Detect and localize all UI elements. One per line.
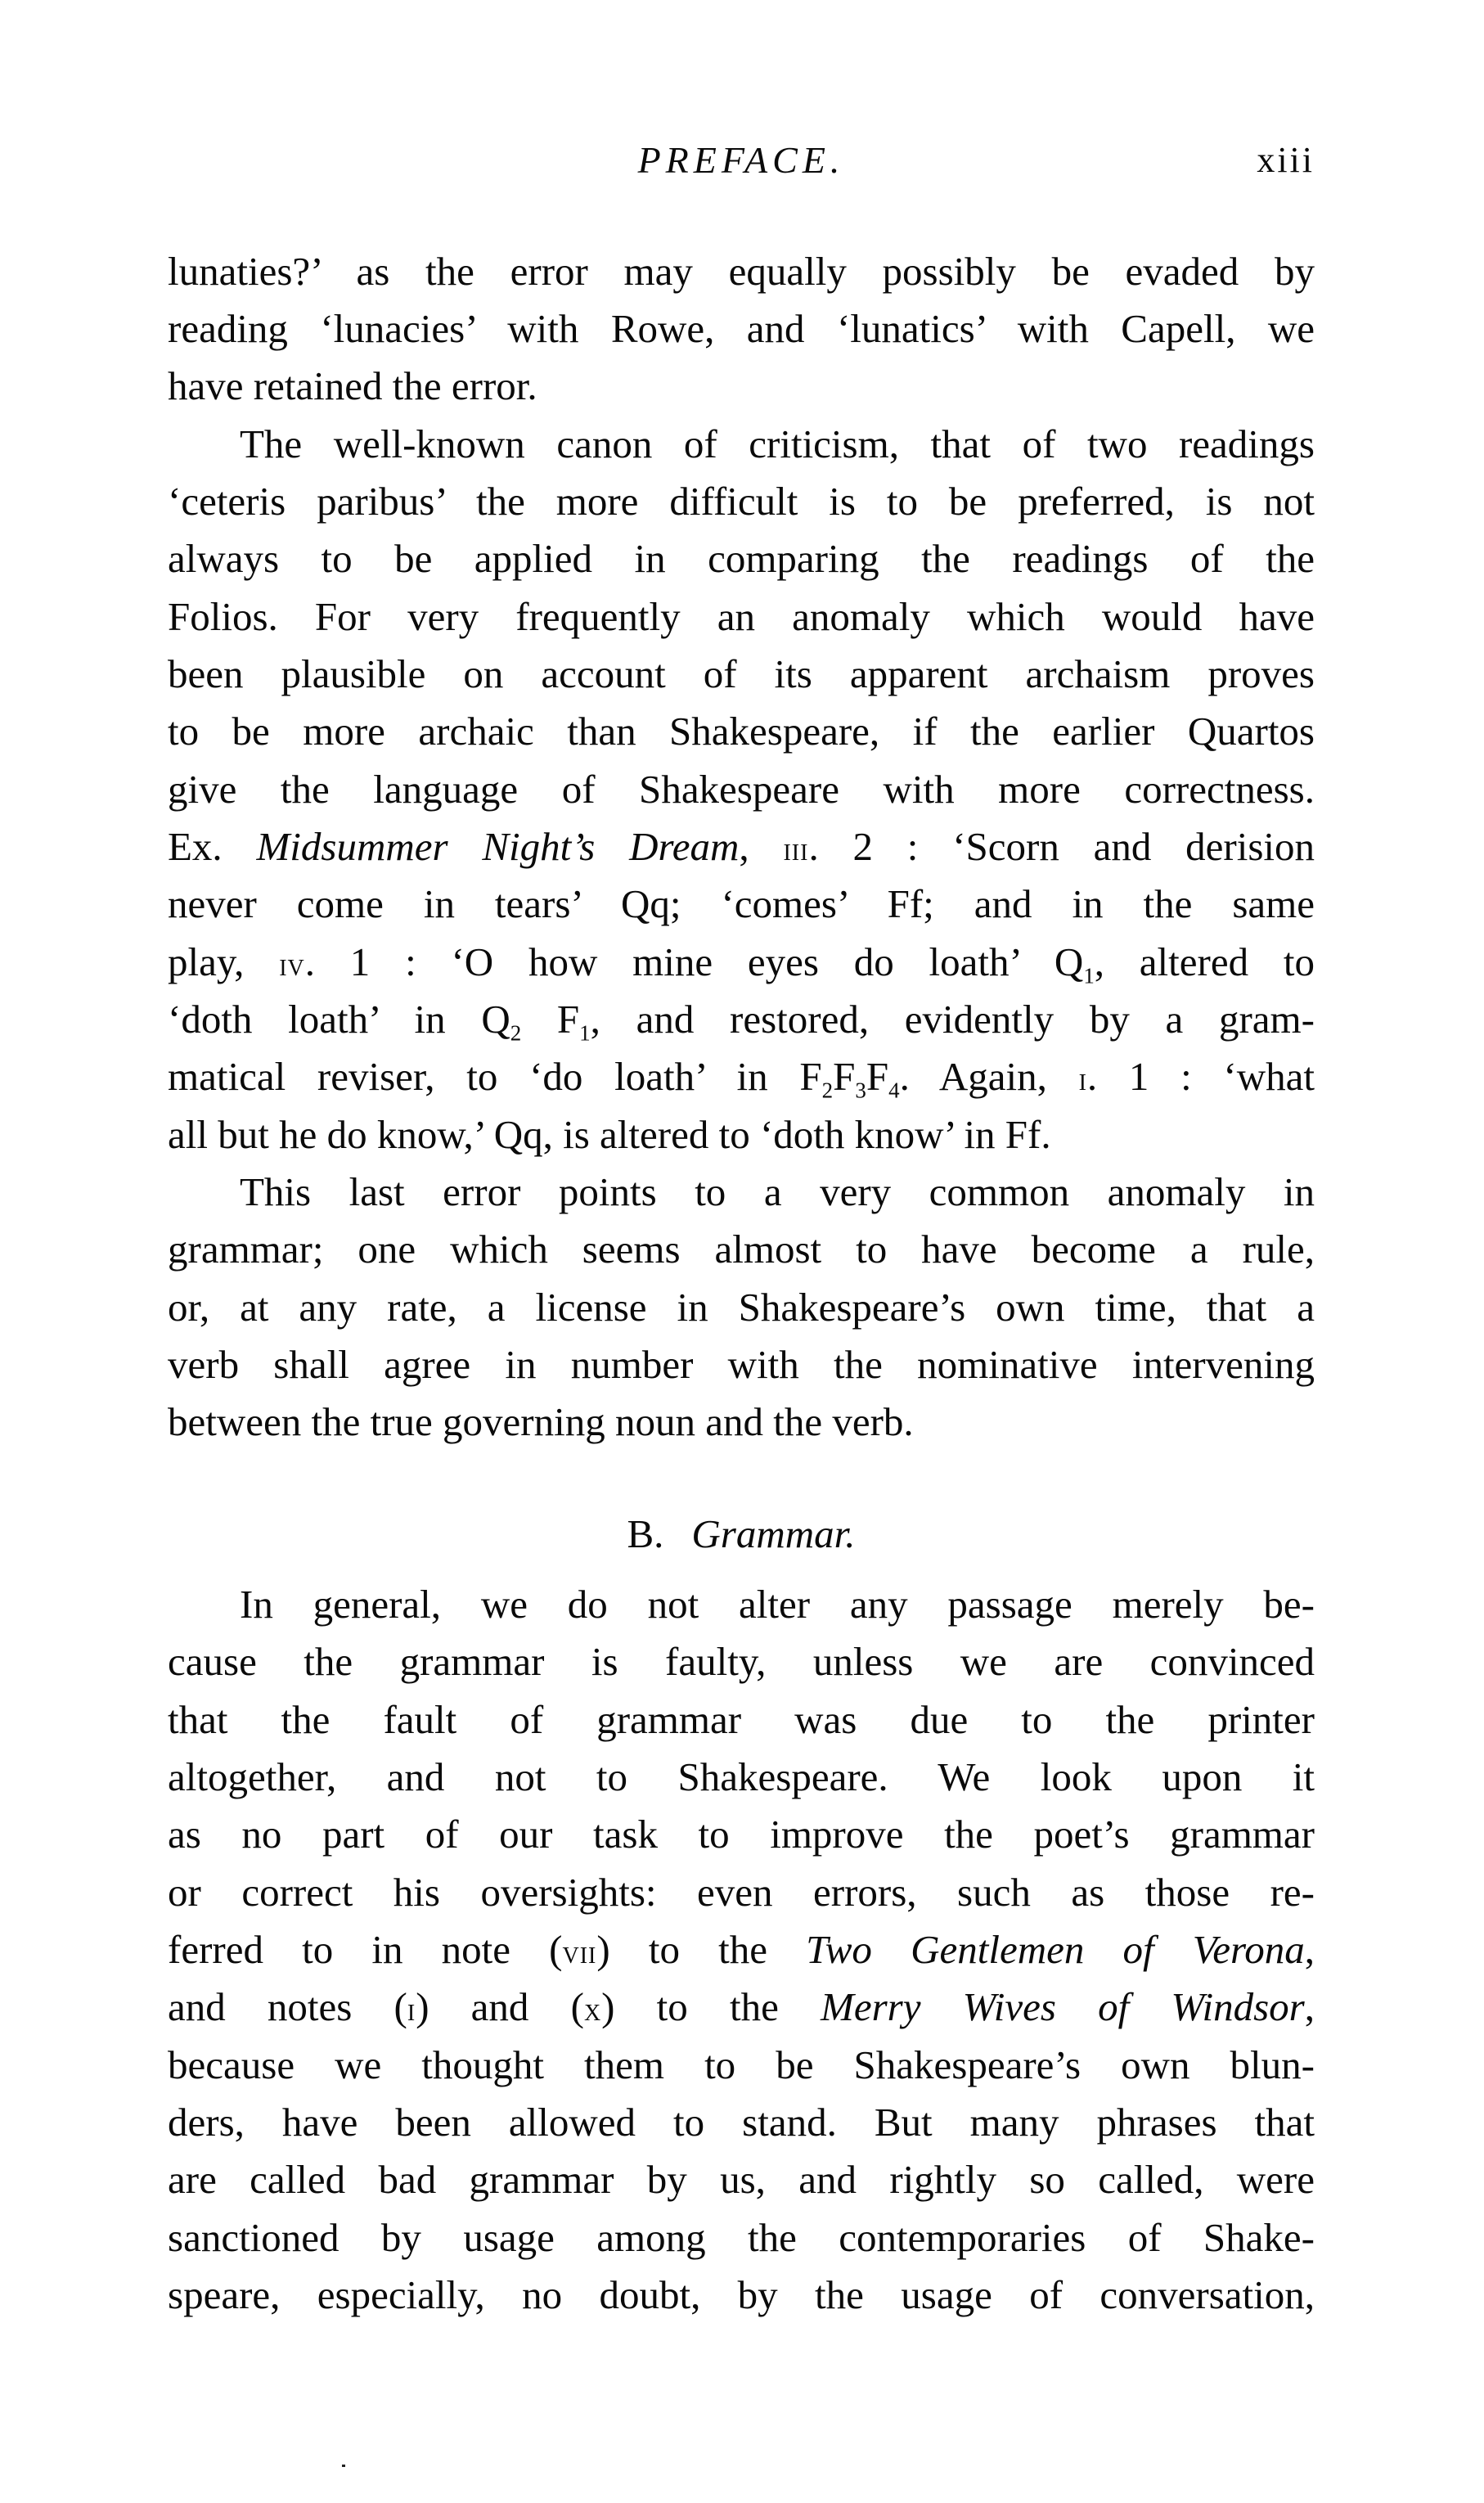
text-segment: or correct his oversights: even errors, such as those re- bbox=[168, 1870, 1315, 1915]
text-segment: . 1 : ‘what bbox=[1086, 1054, 1315, 1099]
text-line bbox=[168, 1279, 1315, 1336]
text-segment: , bbox=[1304, 1984, 1315, 2029]
text-segment: all but he do know,’ Qq, is altered to ‘doth know’ in Ff. bbox=[168, 1112, 1051, 1157]
text-segment: grammar; one which seems almost to have become a rule, bbox=[168, 1227, 1315, 1272]
text-segment: In general, we do not alter any passage merely be- bbox=[240, 1582, 1315, 1627]
text-line bbox=[168, 2094, 1315, 2151]
italic-title: Midsummer Night’s Dream bbox=[256, 824, 740, 869]
text-segment: sanctioned by usage among the contemporaries of Shake- bbox=[168, 2215, 1315, 2260]
text-line bbox=[168, 1336, 1315, 1393]
text-segment: been plausible on account of its apparent archaism proves bbox=[168, 651, 1315, 696]
text-segment: always to be applied in comparing the readings of the bbox=[168, 536, 1315, 581]
text-segment: , altered to bbox=[1094, 939, 1315, 984]
text-segment: ferred to in note ( bbox=[168, 1927, 563, 1972]
section-title: Grammar. bbox=[691, 1511, 856, 1556]
text-segment: This last error points to a very common anomaly in bbox=[240, 1169, 1315, 1214]
small-caps-ref: iii bbox=[783, 831, 809, 867]
text-segment: F bbox=[521, 997, 580, 1042]
text-segment: lunaties?’ as the error may equally possibly be evaded by bbox=[168, 249, 1315, 294]
text-line bbox=[168, 588, 1315, 646]
subscript: 1 bbox=[579, 1020, 591, 1046]
italic-title: Merry Wives of Windsor bbox=[821, 1984, 1305, 2029]
subscript: 3 bbox=[855, 1078, 866, 1103]
text-line bbox=[168, 1691, 1315, 1749]
text-line bbox=[168, 703, 1315, 760]
text-segment: speare, especially, no doubt, by the usage of conversation, bbox=[168, 2272, 1315, 2317]
text-segment: as no part of our task to improve the poet’s grammar bbox=[168, 1812, 1315, 1857]
text-segment: The well-known canon of criticism, that of two readings bbox=[240, 421, 1315, 466]
text-line bbox=[168, 991, 1315, 1048]
text-line bbox=[168, 1221, 1315, 1278]
text-segment: ) to the bbox=[601, 1984, 821, 2029]
text-line bbox=[168, 530, 1315, 587]
text-segment: , bbox=[739, 824, 784, 869]
text-segment: matical reviser, to ‘do loath’ in F bbox=[168, 1054, 822, 1099]
text-line bbox=[168, 1393, 1315, 1451]
subscript: 1 bbox=[1083, 963, 1095, 988]
text-segment: have retained the error. bbox=[168, 363, 537, 408]
text-line bbox=[168, 416, 1315, 473]
text-segment: , bbox=[1304, 1927, 1315, 1972]
text-segment: never come in tears’ Qq; ‘comes’ Ff; and in the same bbox=[168, 881, 1315, 926]
text-line bbox=[168, 1164, 1315, 1221]
text-segment: play, bbox=[168, 939, 280, 984]
text-segment: ) and ( bbox=[416, 1984, 584, 2029]
text-line bbox=[168, 1979, 1315, 2036]
section-heading bbox=[168, 1506, 1315, 1563]
small-caps-ref: i bbox=[1078, 1060, 1087, 1097]
text-segment: Folios. For very frequently an anomaly which would have bbox=[168, 594, 1315, 639]
text-segment: that the fault of grammar was due to the printer bbox=[168, 1697, 1315, 1742]
text-segment: between the true governing noun and the verb. bbox=[168, 1399, 914, 1444]
text-segment: ‘ceteris paribus’ the more difficult is to be preferred, is not bbox=[168, 479, 1315, 524]
text-segment: ‘doth loath’ in Q bbox=[168, 997, 510, 1042]
small-caps-ref: vii bbox=[562, 1934, 597, 1970]
text-line bbox=[168, 2151, 1315, 2208]
text-line bbox=[168, 2209, 1315, 2267]
text-segment: . 2 : ‘Scorn and derision bbox=[808, 824, 1315, 869]
text-segment: because we thought them to be Shakespeare’s own blun- bbox=[168, 2042, 1315, 2087]
text-segment: cause the grammar is faulty, unless we are convinced bbox=[168, 1639, 1315, 1684]
text-line bbox=[168, 473, 1315, 530]
text-line bbox=[168, 1106, 1315, 1164]
text-segment: ) to the bbox=[596, 1927, 807, 1972]
text-line bbox=[168, 1633, 1315, 1690]
text-segment: reading ‘lunacies’ with Rowe, and ‘lunatics’ with Capell, we bbox=[168, 306, 1315, 351]
text-line bbox=[168, 2267, 1315, 2324]
text-line bbox=[168, 243, 1315, 300]
text-segment: . Again, bbox=[899, 1054, 1079, 1099]
italic-title: Two Gentlemen of Verona bbox=[806, 1927, 1305, 1972]
scan-speck bbox=[342, 2465, 345, 2467]
text-segment: , and restored, evidently by a gram- bbox=[590, 997, 1315, 1042]
text-line bbox=[168, 1921, 1315, 1979]
page-number: xiii bbox=[1257, 140, 1315, 180]
text-segment: altogether, and not to Shakespeare. We look upon it bbox=[168, 1754, 1315, 1799]
text-segment: ders, have been allowed to stand. But many phrases that bbox=[168, 2100, 1315, 2145]
text-line bbox=[168, 646, 1315, 703]
text-line bbox=[168, 1576, 1315, 1633]
text-line bbox=[168, 934, 1315, 991]
text-line bbox=[168, 1749, 1315, 1806]
subscript: 2 bbox=[821, 1078, 834, 1103]
text-segment: Ex. bbox=[168, 824, 257, 869]
text-segment: are called bad grammar by us, and rightly so called, were bbox=[168, 2157, 1315, 2202]
text-line bbox=[168, 358, 1315, 415]
text-segment: and notes ( bbox=[168, 1984, 407, 2029]
text-line bbox=[168, 1806, 1315, 1863]
text-line bbox=[168, 1864, 1315, 1921]
text-line bbox=[168, 761, 1315, 818]
text-segment: F bbox=[833, 1054, 856, 1099]
subscript: 2 bbox=[510, 1020, 522, 1046]
text-segment: . 1 : ‘O how mine eyes do loath’ Q bbox=[304, 939, 1084, 984]
text-line bbox=[168, 1048, 1315, 1105]
small-caps-ref: x bbox=[583, 1991, 602, 2028]
small-caps-ref: i bbox=[407, 1991, 416, 2028]
text-segment: F bbox=[866, 1054, 889, 1099]
text-line bbox=[168, 876, 1315, 933]
text-line bbox=[168, 2037, 1315, 2094]
running-title: PREFACE. bbox=[637, 139, 845, 181]
small-caps-ref: iv bbox=[279, 946, 305, 983]
section-letter: B. bbox=[627, 1511, 664, 1556]
text-segment: give the language of Shakespeare with more correctness. bbox=[168, 767, 1315, 812]
text-segment: or, at any rate, a license in Shakespeare’s own time, that a bbox=[168, 1285, 1315, 1330]
subscript: 4 bbox=[888, 1078, 900, 1103]
text-line bbox=[168, 300, 1315, 358]
text-segment: to be more archaic than Shakespeare, if the earlier Quartos bbox=[168, 709, 1315, 754]
text-segment: verb shall agree in number with the nominative intervening bbox=[168, 1342, 1315, 1387]
text-line bbox=[168, 818, 1315, 876]
running-head bbox=[168, 136, 1315, 185]
